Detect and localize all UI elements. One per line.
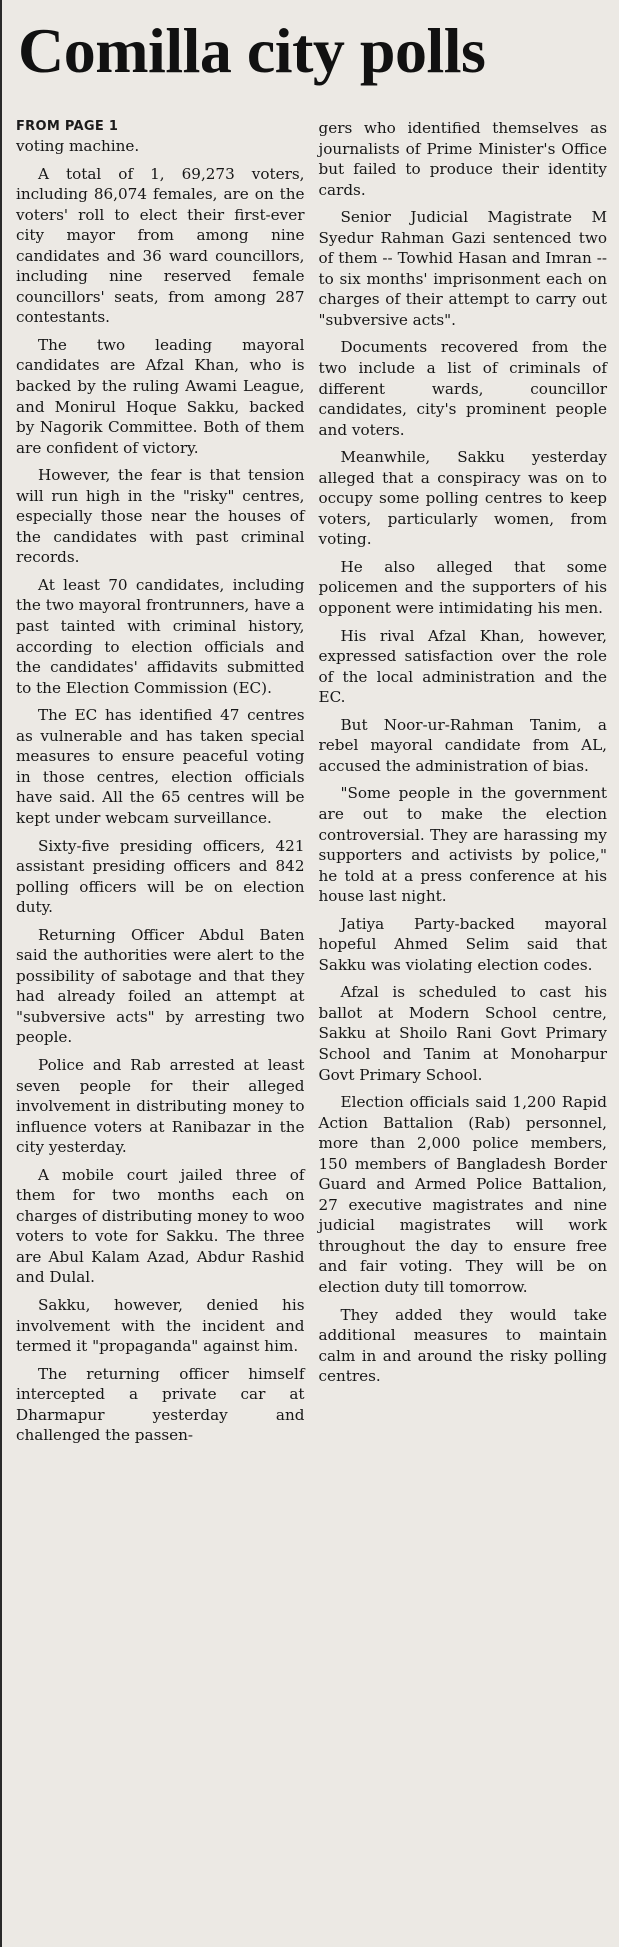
paragraph: Police and Rab arrested at least seven people for their alleged involvement in distributing money to influence voters at Ranibazar in the city yesterday. xyxy=(16,1055,305,1157)
article-column-left xyxy=(16,118,305,1453)
paragraph: But Noor-ur-Rahman Tanim, a rebel mayoral candidate from AL, accused the administration of bias. xyxy=(318,715,607,775)
paragraph: Sakku, however, denied his involvement with the incident and termed it "propaganda" against him. xyxy=(16,1295,305,1356)
paragraph: Jatiya Party-backed mayoral hopeful Ahmed Selim said that Sakku was violating election codes. xyxy=(318,914,607,974)
paragraph: However, the fear is that tension will run high in the "risky" centres, especially those near the houses of the candidates with past criminal records. xyxy=(16,466,305,567)
paragraph: Documents recovered from the two include a list of criminals of different wards, councillor candidates, city's prominent people and voters. xyxy=(318,338,607,439)
article-body xyxy=(16,118,607,1453)
headline: Comilla city polls xyxy=(18,15,486,86)
paragraph: The EC has identified 47 centres as vulnerable and has taken special measures to ensure peaceful voting in those centres, election officials have said. All the 65 centres will be kept under webcam surveillance. xyxy=(16,706,305,827)
article-column-right xyxy=(319,118,608,1453)
paragraph: A total of 1, 69,273 voters, including 86,074 females, are on the voters' roll to elect their first-ever city mayor from among nine candidates and 36 ward councillors, including nine reserved female councillors' seats, from among 287 contestants. xyxy=(16,164,305,327)
paragraph: Sixty-five presiding officers, 421 assistant presiding officers and 842 polling officers will be on election duty. xyxy=(16,836,305,917)
paragraph: Afzal is scheduled to cast his ballot at Modern School centre, Sakku at Shoilo Rani Govt Primary School and Tanim at Monoharpur Govt Primary School. xyxy=(318,983,607,1084)
paragraph: They added they would take additional measures to maintain calm in and around the risky polling centres. xyxy=(318,1305,607,1386)
paragraph: Meanwhile, Sakku yesterday alleged that a conspiracy was on to occupy some polling centres to keep voters, particularly women, from voting. xyxy=(318,448,607,549)
paragraph: The two leading mayoral candidates are Afzal Khan, who is backed by the ruling Awami League, and Monirul Hoque Sakku, backed by Nagorik Committee. Both of them are confident of victory. xyxy=(16,335,305,457)
paragraph: "Some people in the government are out to make the election controversial. They are harassing my supporters and activists by police," he told at a press conference at his house last night. xyxy=(318,784,607,906)
paragraph: voting machine. xyxy=(16,137,140,155)
paragraph: Returning Officer Abdul Baten said the authorities were alert to the possibility of sabotage and that they had already foiled an attempt at "subversive acts" by arresting two people. xyxy=(16,925,305,1047)
paragraph: A mobile court jailed three of them for two months each on charges of distributing money to woo voters to vote for Sakku. The three are Abul Kalam Azad, Abdur Rashid and Dulal. xyxy=(16,1165,305,1287)
paragraph: He also alleged that some policemen and the supporters of his opponent were intimidating his men. xyxy=(318,557,607,618)
paragraph: Senior Judicial Magistrate M Syedur Rahman Gazi sentenced two of them -- Towhid Hasan and Imran -- to six months' imprisonment each on charges of their attempt to carry out "subversive acts". xyxy=(318,208,607,329)
paragraph: At least 70 candidates, including the two mayoral frontrunners, have a past tainted with criminal history, according to election officials and the candidates' affidavits submitted to the Election Commission (EC). xyxy=(16,575,305,697)
paragraph: The returning officer himself intercepted a private car at Dharmapur yesterday and challenged the passen- xyxy=(16,1364,305,1445)
paragraph: gers who identified themselves as journalists of Prime Minister's Office but failed to produce their identity cards. xyxy=(318,119,607,199)
paragraph: Election officials said 1,200 Rapid Action Battalion (Rab) personnel, more than 2,000 police members, 150 members of Bangladesh Border Guard and Armed Police Battalion, 27 executive magistrates and nine judicial magistrates will work throughout the day to ensure free and fair voting. They will be on election duty till tomorrow. xyxy=(318,1093,607,1296)
paragraph: His rival Afzal Khan, however, expressed satisfaction over the role of the local administration and the EC. xyxy=(318,626,607,707)
continuation-kicker: FROM PAGE 1 xyxy=(16,119,119,134)
